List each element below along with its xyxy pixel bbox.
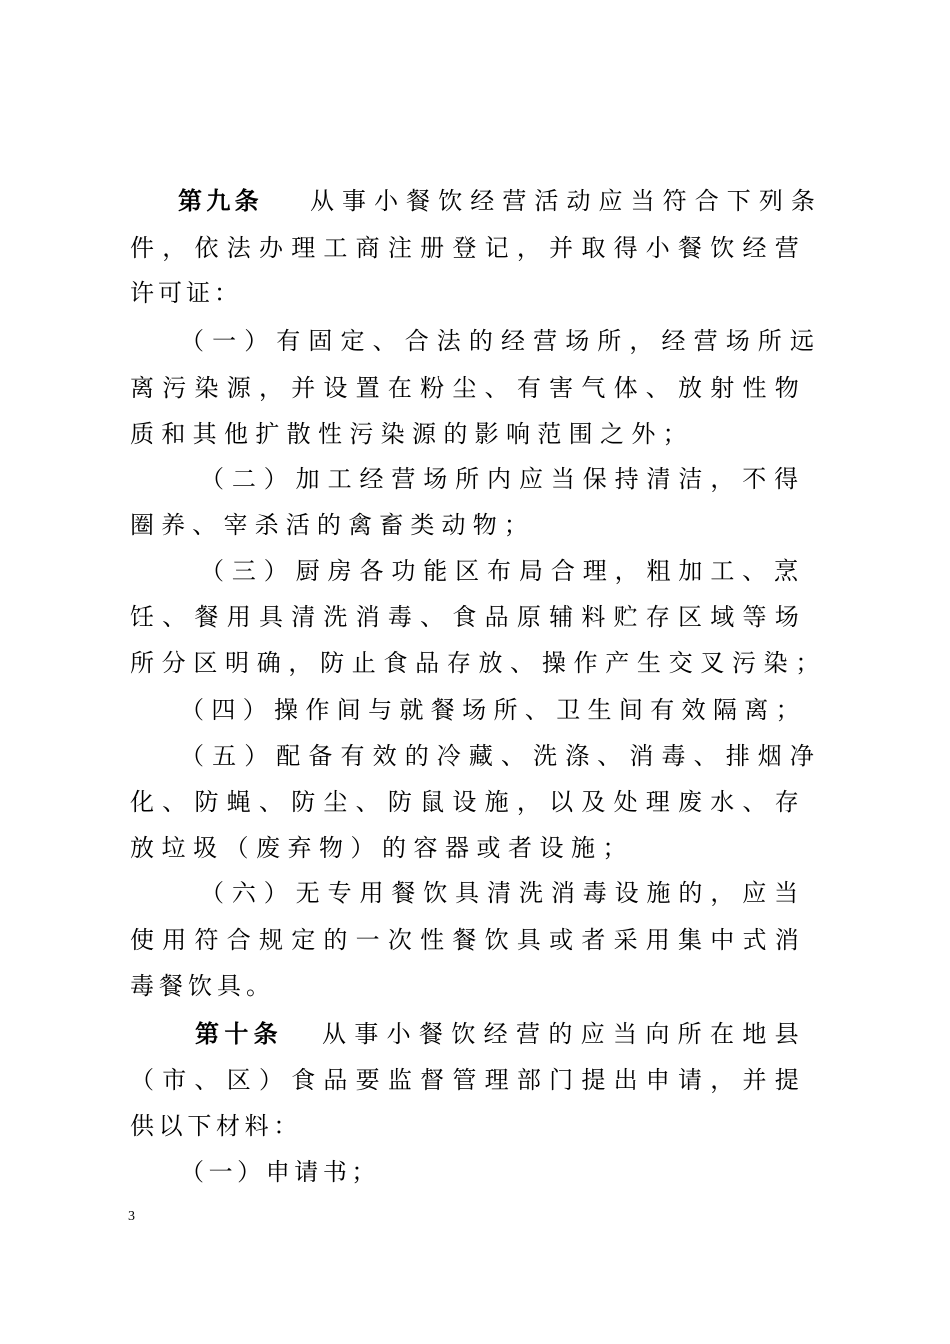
paragraph-text: （三）厨房各功能区布局合理，粗加工、烹 [200, 557, 806, 585]
text-line [0, 601, 950, 633]
paragraph-text: （六）无专用餐饮具清洗消毒设施的，应当 [200, 879, 806, 907]
paragraph-text: 质和其他扩散性污染源的影响范围之外； [130, 420, 694, 448]
text-line [0, 1064, 950, 1096]
paragraph-text: 圈养、宰杀活的禽畜类动物； [130, 511, 535, 539]
paragraph-text: 饪、餐用具清洗消毒、食品原辅料贮存区域等场 [130, 603, 807, 631]
text-line [0, 232, 950, 264]
text-line [0, 463, 950, 495]
paragraph-text: （四）操作间与就餐场所、卫生间有效隔离； [180, 696, 807, 724]
page-number: 3 [128, 1209, 135, 1224]
article-heading: 第九条 [178, 186, 263, 215]
text-line [0, 1110, 950, 1142]
paragraph-text: 化、防蝇、防尘、防鼠设施，以及处理废水、存 [130, 788, 807, 816]
text-line [0, 509, 950, 541]
text-line [0, 970, 950, 1002]
paragraph-text: （五）配备有效的冷藏、洗涤、消毒、排烟净 [180, 742, 822, 770]
text-line [0, 786, 950, 818]
paragraph-text: 供以下材料： [130, 1112, 302, 1140]
paragraph-text: 使用符合规定的一次性餐饮具或者采用集中式消 [130, 926, 807, 954]
paragraph-text: 毒餐饮具。 [130, 972, 275, 1000]
text-line [0, 185, 950, 217]
text-line [0, 647, 950, 679]
paragraph-text: （市、区）食品要监督管理部门提出申请，并提 [130, 1066, 807, 1094]
paragraph-text: 从事小餐饮经营的应当向所在地县 [322, 1020, 807, 1048]
text-line [0, 924, 950, 956]
text-line [0, 418, 950, 450]
text-line [0, 555, 950, 587]
paragraph-text: 离污染源，并设置在粉尘、有害气体、放射性物 [130, 374, 807, 402]
paragraph-text: 所分区明确，防止食品存放、操作产生交叉污染； [130, 649, 827, 677]
paragraph-text: 许可证： [130, 279, 242, 307]
text-line [0, 372, 950, 404]
text-line [0, 1018, 950, 1050]
paragraph-text: 件，依法办理工商注册登记，并取得小餐饮经营 [130, 234, 807, 262]
text-line [0, 877, 950, 909]
text-line [0, 1156, 950, 1188]
article-heading: 第十条 [195, 1019, 283, 1048]
text-line [0, 277, 950, 309]
text-line [0, 694, 950, 726]
paragraph-text: （一）申请书； [180, 1158, 380, 1186]
text-line [0, 832, 950, 864]
paragraph-text: （二）加工经营场所内应当保持清洁，不得 [200, 465, 806, 493]
paragraph-text: 放垃圾（废弃物）的容器或者设施； [130, 834, 634, 862]
text-line [0, 325, 950, 357]
paragraph-text: 从事小餐饮经营活动应当符合下列条 [310, 187, 823, 215]
text-line [0, 740, 950, 772]
paragraph-text: （一）有固定、合法的经营场所，经营场所远 [180, 327, 822, 355]
